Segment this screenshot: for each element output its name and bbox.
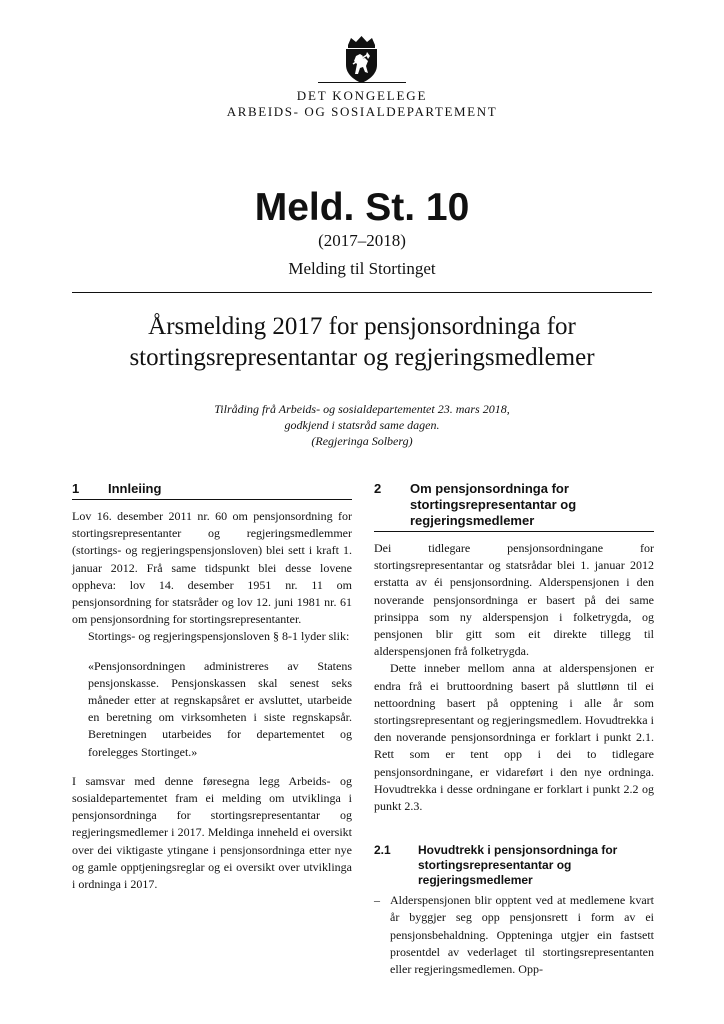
section-2-number: 2 bbox=[374, 481, 382, 496]
section-2-title: Om pensjonsordninga for stortingsrepresentantar og regjeringsmedlemer bbox=[410, 481, 577, 528]
list-item-text: Alderspensjonen blir opptent ved at medlemene kvart år byggjer seg opp pensjonsrett i form av ei pensjonsbehaldning. Oppteninga utgjer ein fastsett prosentdel av vederlaget til stortingsrepresentanten eller regjeringsmedlemen. Opp- bbox=[390, 893, 654, 977]
document-type: Melding til Stortinget bbox=[288, 259, 436, 278]
recommendation-line3: (Regjeringa Solberg) bbox=[311, 434, 413, 448]
norwegian-coat-of-arms-icon bbox=[339, 34, 384, 84]
header-divider bbox=[318, 82, 406, 83]
list-item bbox=[374, 892, 654, 978]
section-1-paragraph-2: Stortings- og regjeringspensjonsloven § 8-1 lyder slik: bbox=[88, 629, 350, 644]
title-divider bbox=[72, 292, 652, 293]
recommendation-line1: Tilråding frå Arbeids- og sosialdepartementet 23. mars 2018, bbox=[214, 402, 510, 416]
section-1-title: Innleiing bbox=[108, 481, 162, 496]
subsection-2-1-number: 2.1 bbox=[374, 843, 391, 858]
document-title: Årsmelding 2017 for pensjonsordninga for stortingsrepresentantar og regjeringsmedlemer bbox=[129, 313, 595, 371]
right-column bbox=[374, 481, 654, 978]
section-2-heading bbox=[374, 481, 654, 532]
section-1-number: 1 bbox=[72, 481, 80, 496]
section-1-paragraph-1: Lov 16. desember 2011 nr. 60 om pensjonsordning for stortingsrepresentanter og regjeringsmedlemmer (stortings- og regjeringspensjonsloven) blei sett i kraft 1. januar 2012. Frå same tidspunkt blei desse lovene oppheva: lov 14. desember 1951 nr. 11 om pensjonsordning for statsråder og lov 12. juni 1981 nr. 61 om pensjonsordning for stortingsrepresentanter. bbox=[72, 509, 352, 627]
subsection-2-1-heading bbox=[374, 843, 654, 888]
department-name-line2: ARBEIDS- OG SOSIALDEPARTEMENT bbox=[226, 104, 498, 119]
section-2-paragraph-1: Dei tidlegare pensjonsordningane for stortingsrepresentantar og statsrådar blei 1. januar 2012 erstatta av éi pensjonsordning. Alderspensjonen i den noverande pensjonsordninga er basert på dei same prinsippa som ny alderspensjon i folketrygda, og pensjonen blir gitt som eit direkte tillegg til alderspensjonen frå folketrygda. bbox=[374, 541, 654, 659]
recommendation-note bbox=[0, 401, 724, 449]
section-1-heading bbox=[72, 481, 352, 500]
section-1-quote: «Pensjonsordningen administreres av Statens pensjonskasse. Pensjonskassen skal senest seks måneder etter at regnskapsåret er avsluttet, utarbeide en beretning om virksomheten i siste regnskapsår. Beretningen utarbeides for departementet og forelegges Stortinget.» bbox=[88, 658, 352, 759]
bullet-dash: – bbox=[374, 893, 380, 908]
session-years: (2017–2018) bbox=[318, 231, 406, 250]
subsection-2-1-title: Hovudtrekk i pensjonsordninga for stortingsrepresentantar og regjeringsmedlemer bbox=[418, 843, 618, 888]
document-number-title: Meld. St. 10 bbox=[254, 186, 470, 229]
section-1-paragraph-3: I samsvar med denne føresegna legg Arbeids- og sosialdepartementet fram ei melding om utviklinga i pensjonsordninga for stortingsrepresentantar og regjeringsmedlemer i 2017. Meldinga inneheld ei oversikt over dei viktigaste ytingane i pensjonsordninga etter nye og gamle opptjeningsreglar og ei oversikt over utviklinga i ordninga i 2017. bbox=[72, 773, 352, 892]
department-name-line1: DET KONGELEGE bbox=[296, 88, 428, 103]
recommendation-line2: godkjend i statsråd same dagen. bbox=[284, 418, 440, 432]
left-column bbox=[72, 481, 352, 893]
section-2-paragraph-2: Dette inneber mellom anna at alderspensjonen er endra frå ei bruttoordning basert på sluttlønn til ei nettoordning basert på opptening i alle år som stortingsrepresentant og regjeringsmedlem. Hovudtrekka i den noverande pensjonsordninga er forklart i punkt 2.1. Rett som er tent opp i dei to tidlegare pensjonsordningane, er vidareført i den nye ordninga. Hovudtrekka i desse ordningane er forklart i punkt 2.2 og punkt 2.3. bbox=[374, 661, 654, 814]
